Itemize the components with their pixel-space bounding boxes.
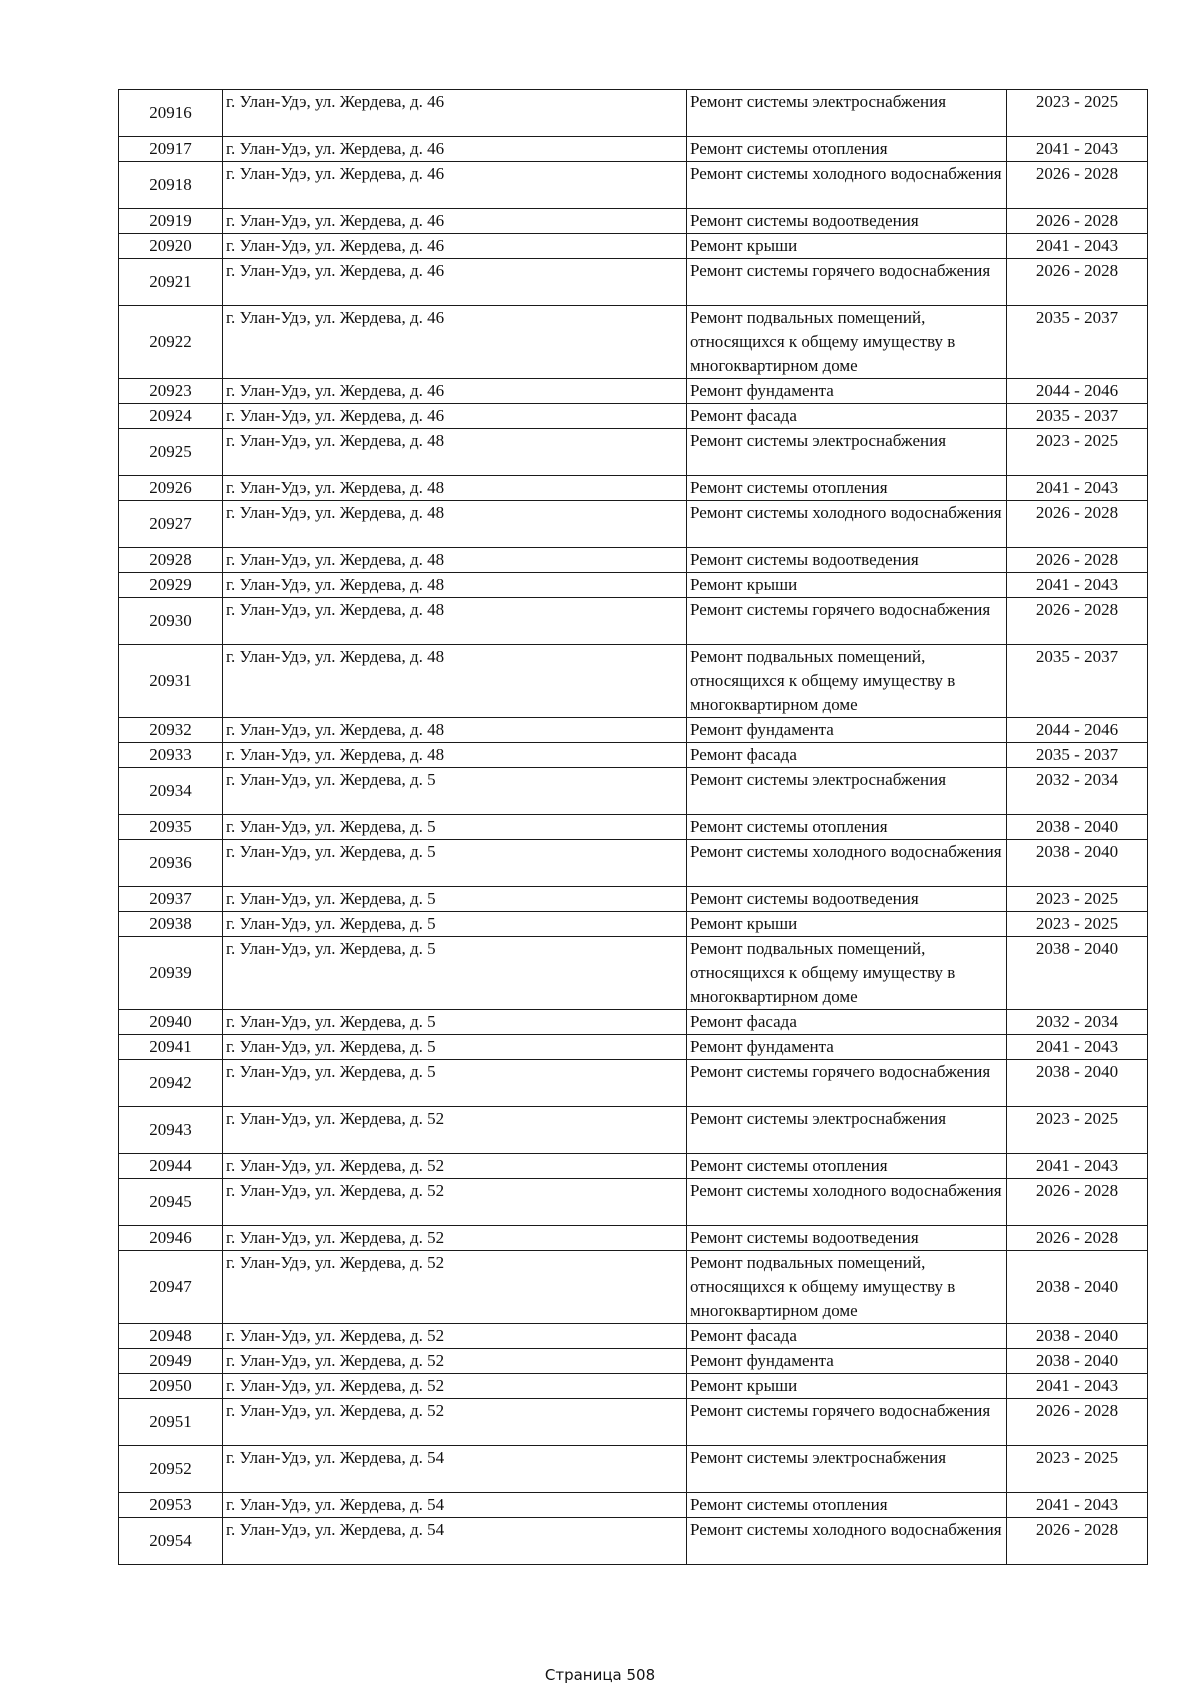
address-cell: г. Улан-Удэ, ул. Жердева, д. 5: [223, 887, 687, 912]
row-number-cell: 20954: [119, 1518, 223, 1565]
address-cell: г. Улан-Удэ, ул. Жердева, д. 46: [223, 379, 687, 404]
row-number-cell: 20921: [119, 259, 223, 306]
row-number-cell: 20916: [119, 90, 223, 137]
row-number-cell: 20926: [119, 476, 223, 501]
address-cell: г. Улан-Удэ, ул. Жердева, д. 54: [223, 1446, 687, 1493]
work-type-cell: Ремонт крыши: [687, 234, 1007, 259]
period-cell: 2038 - 2040: [1007, 1324, 1148, 1349]
address-cell: г. Улан-Удэ, ул. Жердева, д. 54: [223, 1493, 687, 1518]
address-cell: г. Улан-Удэ, ул. Жердева, д. 52: [223, 1154, 687, 1179]
work-type-cell: Ремонт фасада: [687, 743, 1007, 768]
address-cell: г. Улан-Удэ, ул. Жердева, д. 46: [223, 234, 687, 259]
table-row: [119, 1179, 1148, 1226]
address-cell: г. Улан-Удэ, ул. Жердева, д. 46: [223, 90, 687, 137]
work-type-cell: Ремонт подвальных помещений, относящихся к общему имуществу в многоквартирном доме: [687, 645, 1007, 718]
row-number-cell: 20947: [119, 1251, 223, 1324]
work-type-cell: Ремонт крыши: [687, 573, 1007, 598]
table-row: [119, 1446, 1148, 1493]
work-type-cell: Ремонт крыши: [687, 912, 1007, 937]
address-cell: г. Улан-Удэ, ул. Жердева, д. 46: [223, 306, 687, 379]
row-number-cell: 20951: [119, 1399, 223, 1446]
work-type-cell: Ремонт фундамента: [687, 1035, 1007, 1060]
address-cell: г. Улан-Удэ, ул. Жердева, д. 48: [223, 743, 687, 768]
work-type-cell: Ремонт системы горячего водоснабжения: [687, 1060, 1007, 1107]
row-number-cell: 20953: [119, 1493, 223, 1518]
work-type-cell: Ремонт системы электроснабжения: [687, 429, 1007, 476]
period-cell: 2038 - 2040: [1007, 937, 1148, 1010]
table-row: [119, 501, 1148, 548]
table-row: [119, 90, 1148, 137]
address-cell: г. Улан-Удэ, ул. Жердева, д. 46: [223, 209, 687, 234]
period-cell: 2038 - 2040: [1007, 1251, 1148, 1324]
row-number-cell: 20945: [119, 1179, 223, 1226]
table-row: [119, 1251, 1148, 1324]
period-cell: 2044 - 2046: [1007, 718, 1148, 743]
work-type-cell: Ремонт системы отопления: [687, 1493, 1007, 1518]
address-cell: г. Улан-Удэ, ул. Жердева, д. 52: [223, 1399, 687, 1446]
period-cell: 2038 - 2040: [1007, 1349, 1148, 1374]
address-cell: г. Улан-Удэ, ул. Жердева, д. 52: [223, 1107, 687, 1154]
row-number-cell: 20950: [119, 1374, 223, 1399]
period-cell: 2026 - 2028: [1007, 162, 1148, 209]
work-type-cell: Ремонт системы холодного водоснабжения: [687, 1179, 1007, 1226]
work-type-cell: Ремонт системы водоотведения: [687, 887, 1007, 912]
table-row: [119, 209, 1148, 234]
period-cell: 2023 - 2025: [1007, 1107, 1148, 1154]
address-cell: г. Улан-Удэ, ул. Жердева, д. 48: [223, 548, 687, 573]
period-cell: 2041 - 2043: [1007, 234, 1148, 259]
work-type-cell: Ремонт системы горячего водоснабжения: [687, 1399, 1007, 1446]
row-number-cell: 20949: [119, 1349, 223, 1374]
address-cell: г. Улан-Удэ, ул. Жердева, д. 5: [223, 1060, 687, 1107]
row-number-cell: 20936: [119, 840, 223, 887]
row-number-cell: 20919: [119, 209, 223, 234]
table-row: [119, 162, 1148, 209]
period-cell: 2041 - 2043: [1007, 1035, 1148, 1060]
row-number-cell: 20941: [119, 1035, 223, 1060]
table-row: [119, 1035, 1148, 1060]
work-type-cell: Ремонт системы горячего водоснабжения: [687, 598, 1007, 645]
period-cell: 2023 - 2025: [1007, 90, 1148, 137]
address-cell: г. Улан-Удэ, ул. Жердева, д. 48: [223, 645, 687, 718]
address-cell: г. Улан-Удэ, ул. Жердева, д. 46: [223, 259, 687, 306]
address-cell: г. Улан-Удэ, ул. Жердева, д. 52: [223, 1251, 687, 1324]
period-cell: 2023 - 2025: [1007, 912, 1148, 937]
table-row: [119, 718, 1148, 743]
row-number-cell: 20943: [119, 1107, 223, 1154]
address-cell: г. Улан-Удэ, ул. Жердева, д. 5: [223, 912, 687, 937]
work-type-cell: Ремонт системы электроснабжения: [687, 768, 1007, 815]
table-row: [119, 815, 1148, 840]
row-number-cell: 20952: [119, 1446, 223, 1493]
address-cell: г. Улан-Удэ, ул. Жердева, д. 5: [223, 815, 687, 840]
table-row: [119, 404, 1148, 429]
table-row: [119, 476, 1148, 501]
row-number-cell: 20942: [119, 1060, 223, 1107]
table-row: [119, 429, 1148, 476]
row-number-cell: 20917: [119, 137, 223, 162]
row-number-cell: 20946: [119, 1226, 223, 1251]
row-number-cell: 20934: [119, 768, 223, 815]
work-type-cell: Ремонт системы водоотведения: [687, 1226, 1007, 1251]
period-cell: 2026 - 2028: [1007, 1226, 1148, 1251]
table-row: [119, 1154, 1148, 1179]
address-cell: г. Улан-Удэ, ул. Жердева, д. 48: [223, 501, 687, 548]
repair-schedule-table: [118, 89, 1148, 1565]
table-row: [119, 306, 1148, 379]
table-row: [119, 1493, 1148, 1518]
address-cell: г. Улан-Удэ, ул. Жердева, д. 48: [223, 573, 687, 598]
table-row: [119, 259, 1148, 306]
address-cell: г. Улан-Удэ, ул. Жердева, д. 46: [223, 404, 687, 429]
row-number-cell: 20937: [119, 887, 223, 912]
period-cell: 2041 - 2043: [1007, 1493, 1148, 1518]
row-number-cell: 20923: [119, 379, 223, 404]
row-number-cell: 20938: [119, 912, 223, 937]
period-cell: 2044 - 2046: [1007, 379, 1148, 404]
address-cell: г. Улан-Удэ, ул. Жердева, д. 46: [223, 137, 687, 162]
table-row: [119, 937, 1148, 1010]
work-type-cell: Ремонт системы отопления: [687, 815, 1007, 840]
row-number-cell: 20939: [119, 937, 223, 1010]
work-type-cell: Ремонт системы отопления: [687, 137, 1007, 162]
table-body: [119, 90, 1148, 1565]
address-cell: г. Улан-Удэ, ул. Жердева, д. 46: [223, 162, 687, 209]
period-cell: 2035 - 2037: [1007, 743, 1148, 768]
period-cell: 2032 - 2034: [1007, 1010, 1148, 1035]
address-cell: г. Улан-Удэ, ул. Жердева, д. 48: [223, 598, 687, 645]
period-cell: 2026 - 2028: [1007, 209, 1148, 234]
period-cell: 2038 - 2040: [1007, 815, 1148, 840]
period-cell: 2041 - 2043: [1007, 476, 1148, 501]
row-number-cell: 20930: [119, 598, 223, 645]
period-cell: 2026 - 2028: [1007, 1399, 1148, 1446]
address-cell: г. Улан-Удэ, ул. Жердева, д. 52: [223, 1179, 687, 1226]
work-type-cell: Ремонт фасада: [687, 404, 1007, 429]
work-type-cell: Ремонт системы электроснабжения: [687, 1446, 1007, 1493]
work-type-cell: Ремонт подвальных помещений, относящихся к общему имуществу в многоквартирном доме: [687, 1251, 1007, 1324]
period-cell: 2026 - 2028: [1007, 259, 1148, 306]
period-cell: 2023 - 2025: [1007, 887, 1148, 912]
period-cell: 2041 - 2043: [1007, 137, 1148, 162]
period-cell: 2026 - 2028: [1007, 548, 1148, 573]
period-cell: 2026 - 2028: [1007, 501, 1148, 548]
table-row: [119, 234, 1148, 259]
address-cell: г. Улан-Удэ, ул. Жердева, д. 52: [223, 1226, 687, 1251]
work-type-cell: Ремонт фундамента: [687, 718, 1007, 743]
period-cell: 2026 - 2028: [1007, 1179, 1148, 1226]
address-cell: г. Улан-Удэ, ул. Жердева, д. 52: [223, 1374, 687, 1399]
address-cell: г. Улан-Удэ, ул. Жердева, д. 5: [223, 768, 687, 815]
period-cell: 2038 - 2040: [1007, 840, 1148, 887]
work-type-cell: Ремонт фундамента: [687, 379, 1007, 404]
table-row: [119, 1060, 1148, 1107]
work-type-cell: Ремонт фасада: [687, 1010, 1007, 1035]
table-row: [119, 1107, 1148, 1154]
period-cell: 2038 - 2040: [1007, 1060, 1148, 1107]
period-cell: 2035 - 2037: [1007, 306, 1148, 379]
address-cell: г. Улан-Удэ, ул. Жердева, д. 5: [223, 1035, 687, 1060]
row-number-cell: 20931: [119, 645, 223, 718]
table-row: [119, 1010, 1148, 1035]
table-row: [119, 887, 1148, 912]
page-number: Страница 508: [544, 1666, 656, 1684]
row-number-cell: 20924: [119, 404, 223, 429]
work-type-cell: Ремонт системы холодного водоснабжения: [687, 840, 1007, 887]
period-cell: 2041 - 2043: [1007, 1154, 1148, 1179]
work-type-cell: Ремонт крыши: [687, 1374, 1007, 1399]
period-cell: 2023 - 2025: [1007, 1446, 1148, 1493]
table-row: [119, 645, 1148, 718]
work-type-cell: Ремонт системы водоотведения: [687, 548, 1007, 573]
table-row: [119, 548, 1148, 573]
row-number-cell: 20922: [119, 306, 223, 379]
row-number-cell: 20928: [119, 548, 223, 573]
table-row: [119, 1349, 1148, 1374]
work-type-cell: Ремонт подвальных помещений, относящихся к общему имуществу в многоквартирном доме: [687, 937, 1007, 1010]
address-cell: г. Улан-Удэ, ул. Жердева, д. 5: [223, 840, 687, 887]
row-number-cell: 20929: [119, 573, 223, 598]
period-cell: 2026 - 2028: [1007, 1518, 1148, 1565]
period-cell: 2032 - 2034: [1007, 768, 1148, 815]
address-cell: г. Улан-Удэ, ул. Жердева, д. 52: [223, 1324, 687, 1349]
address-cell: г. Улан-Удэ, ул. Жердева, д. 48: [223, 429, 687, 476]
table-row: [119, 1399, 1148, 1446]
work-type-cell: Ремонт фундамента: [687, 1349, 1007, 1374]
period-cell: 2035 - 2037: [1007, 404, 1148, 429]
period-cell: 2041 - 2043: [1007, 1374, 1148, 1399]
table-row: [119, 1226, 1148, 1251]
row-number-cell: 20940: [119, 1010, 223, 1035]
table-row: [119, 743, 1148, 768]
address-cell: г. Улан-Удэ, ул. Жердева, д. 52: [223, 1349, 687, 1374]
work-type-cell: Ремонт фасада: [687, 1324, 1007, 1349]
work-type-cell: Ремонт системы холодного водоснабжения: [687, 501, 1007, 548]
table-row: [119, 379, 1148, 404]
table-row: [119, 1518, 1148, 1565]
row-number-cell: 20925: [119, 429, 223, 476]
period-cell: 2026 - 2028: [1007, 598, 1148, 645]
work-type-cell: Ремонт системы отопления: [687, 476, 1007, 501]
address-cell: г. Улан-Удэ, ул. Жердева, д. 5: [223, 937, 687, 1010]
table-row: [119, 840, 1148, 887]
address-cell: г. Улан-Удэ, ул. Жердева, д. 5: [223, 1010, 687, 1035]
address-cell: г. Улан-Удэ, ул. Жердева, д. 54: [223, 1518, 687, 1565]
work-type-cell: Ремонт системы холодного водоснабжения: [687, 162, 1007, 209]
table-row: [119, 573, 1148, 598]
work-type-cell: Ремонт системы электроснабжения: [687, 90, 1007, 137]
row-number-cell: 20927: [119, 501, 223, 548]
table-row: [119, 137, 1148, 162]
work-type-cell: Ремонт системы горячего водоснабжения: [687, 259, 1007, 306]
row-number-cell: 20932: [119, 718, 223, 743]
work-type-cell: Ремонт системы холодного водоснабжения: [687, 1518, 1007, 1565]
table-row: [119, 912, 1148, 937]
row-number-cell: 20918: [119, 162, 223, 209]
period-cell: 2041 - 2043: [1007, 573, 1148, 598]
work-type-cell: Ремонт подвальных помещений, относящихся к общему имуществу в многоквартирном доме: [687, 306, 1007, 379]
table-row: [119, 1374, 1148, 1399]
period-cell: 2035 - 2037: [1007, 645, 1148, 718]
row-number-cell: 20948: [119, 1324, 223, 1349]
work-type-cell: Ремонт системы водоотведения: [687, 209, 1007, 234]
table-row: [119, 1324, 1148, 1349]
row-number-cell: 20933: [119, 743, 223, 768]
table-row: [119, 768, 1148, 815]
row-number-cell: 20944: [119, 1154, 223, 1179]
address-cell: г. Улан-Удэ, ул. Жердева, д. 48: [223, 718, 687, 743]
work-type-cell: Ремонт системы отопления: [687, 1154, 1007, 1179]
address-cell: г. Улан-Удэ, ул. Жердева, д. 48: [223, 476, 687, 501]
row-number-cell: 20920: [119, 234, 223, 259]
period-cell: 2023 - 2025: [1007, 429, 1148, 476]
work-type-cell: Ремонт системы электроснабжения: [687, 1107, 1007, 1154]
row-number-cell: 20935: [119, 815, 223, 840]
table-row: [119, 598, 1148, 645]
